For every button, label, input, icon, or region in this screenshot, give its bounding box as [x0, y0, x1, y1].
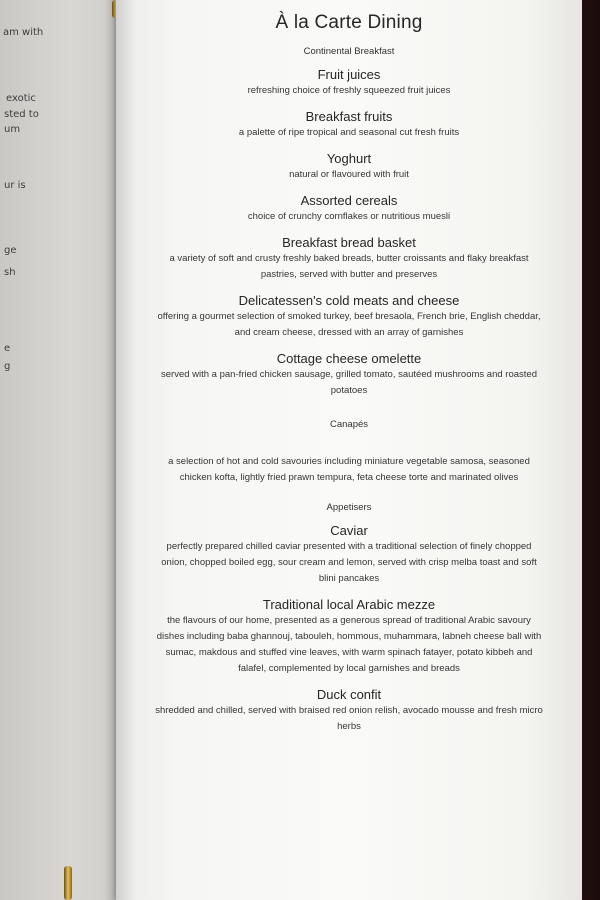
dish-name: Fruit juices [317, 67, 381, 82]
menu-item [116, 454, 582, 486]
dish-description: served with a pan-fried chicken sausage, grilled tomato, sautéed mushrooms and roasted potatoes [161, 369, 537, 396]
left-page-text: sh [4, 267, 16, 278]
menu-page [116, 0, 582, 900]
dish-description: a selection of hot and cold savouries including miniature vegetable samosa, seasoned chicken kofta, lightly fried prawn tempura, feta cheese torte and marinated olives [168, 456, 530, 483]
menu-item [116, 67, 582, 99]
dish-description: refreshing choice of freshly squeezed fruit juices [247, 85, 451, 96]
menu-title: À la Carte Dining [275, 12, 423, 33]
dish-name: Assorted cereals [300, 193, 398, 208]
dish-name: Breakfast fruits [305, 109, 393, 124]
dish-description: offering a gourmet selection of smoked turkey, beef bresaola, French brie, English cheddar, and cream cheese, dressed with an array of garnishes [157, 311, 541, 338]
left-page-text: exotic [6, 93, 36, 104]
dish-description: choice of crunchy cornflakes or nutritious muesli [247, 211, 451, 222]
dish-description: a variety of soft and crusty freshly baked breads, butter croissants and flaky breakfast pastries, served with butter and preserves [169, 253, 529, 280]
left-page-text: e [4, 343, 11, 354]
dish-name: Caviar [330, 523, 368, 538]
dish-description: natural or flavoured with fruit [289, 169, 409, 180]
left-page-text: g [4, 361, 11, 372]
left-page-text: ur is [4, 180, 26, 191]
menu-item [116, 351, 582, 399]
dish-description: the flavours of our home, presented as a generous spread of traditional Arabic savoury dishes including baba ghannouj, tabouleh, hommous, muhammara, labneh cheese ball with sumac, makdous and stuffed vine leaves, with warm spinach fatayer, potato kibbeh and falafel, complemented by local garnishes and breads [156, 615, 542, 674]
menu-item [116, 687, 582, 735]
menu-content [116, 12, 582, 735]
left-page-text: ge [4, 245, 17, 256]
left-page-text: um [4, 124, 21, 135]
dish-name: Delicatessen's cold meats and cheese [238, 293, 460, 308]
dish-name: Duck confit [316, 687, 382, 702]
menu-item [116, 235, 582, 283]
menu-item [116, 293, 582, 341]
menu-item [116, 151, 582, 183]
left-page [0, 0, 118, 900]
binding-ring-bottom [64, 866, 72, 900]
dish-name: Yoghurt [326, 151, 372, 166]
dish-name: Cottage cheese omelette [276, 351, 422, 366]
dish-description: perfectly prepared chilled caviar presented with a traditional selection of finely chopped onion, chopped boiled egg, sour cream and lemon, served with crisp melba toast and soft blini pancakes [161, 541, 537, 584]
menu-item [116, 193, 582, 225]
menu-item [116, 597, 582, 677]
section-heading: Canapés [329, 419, 369, 430]
menu-item [116, 109, 582, 141]
dish-description: shredded and chilled, served with braised red onion relish, avocado mousse and fresh micro herbs [155, 705, 543, 732]
section-heading: Continental Breakfast [303, 46, 395, 57]
dish-name: Breakfast bread basket [282, 235, 416, 250]
dish-name: Traditional local Arabic mezze [262, 597, 436, 612]
left-page-text: am with [3, 27, 44, 38]
left-page-text: sted to [4, 109, 39, 120]
menu-item [116, 523, 582, 587]
dish-description: a palette of ripe tropical and seasonal cut fresh fruits [238, 127, 460, 138]
section-heading: Appetisers [326, 502, 372, 513]
